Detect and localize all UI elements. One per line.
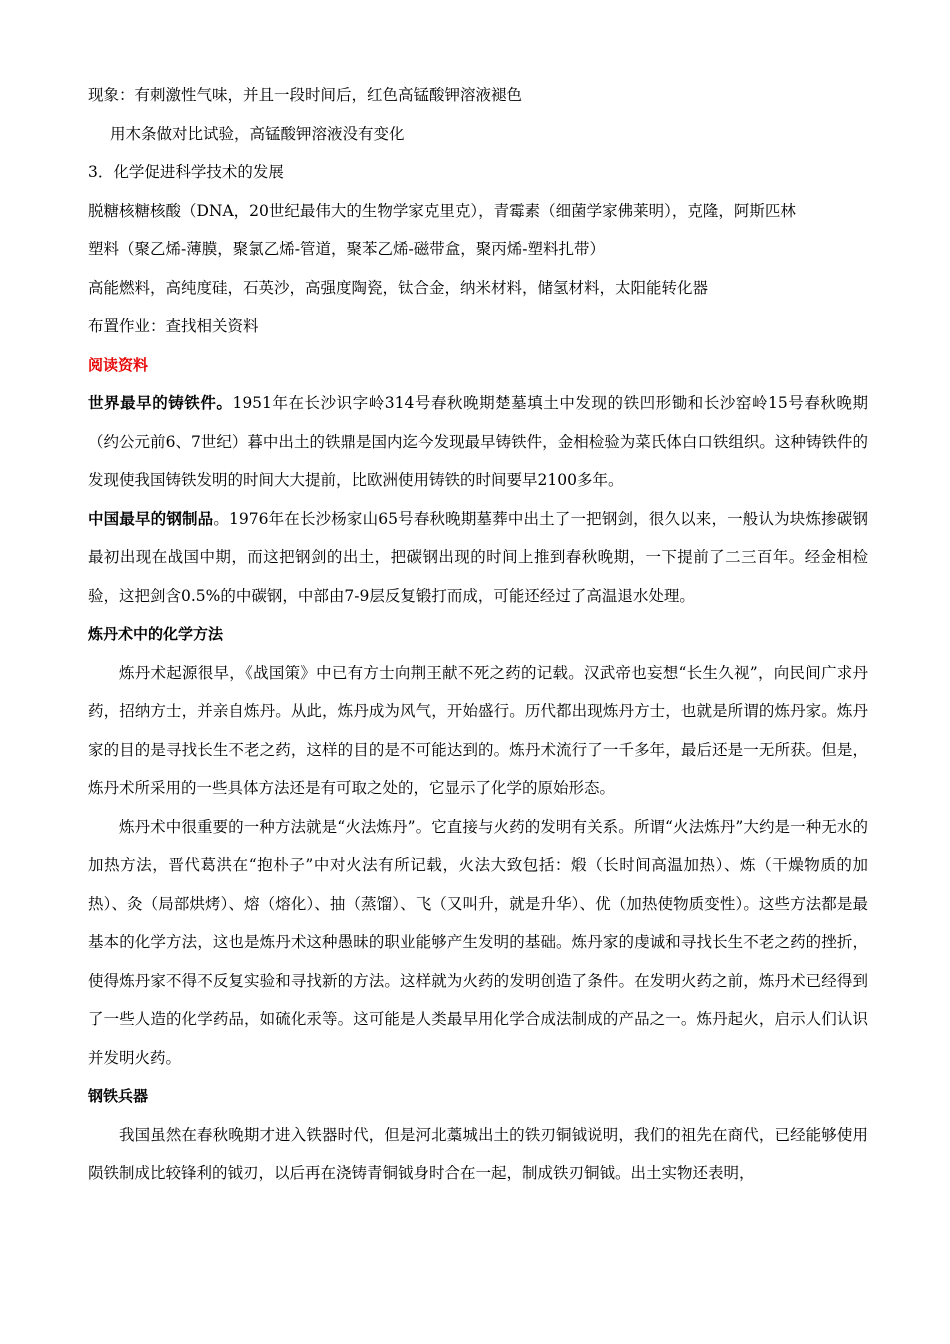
weapons-heading: 钢铁兵器 [88,1087,149,1105]
alchemy-paragraph-1: 炼丹术起源很早，《战国策》中已有方士向荆王献不死之药的记载。汉武帝也妄想“长生久视”，向民间广求丹药，招纳方士，并亲自炼丹。从此，炼丹成为风气，开始盛行。历代都出现炼丹方士，也就是所谓的炼丹家。炼丹家的目的是寻找长生不老之药，这样的目的是不可能达到的。炼丹术流行了一千多年，最后还是一无所获。但是，炼丹术所采用的一些具体方法还是有可取之处的，它显示了化学的原始形态。 [88,663,868,797]
document-page [88,76,868,1193]
phenomenon-line: 现象：有刺激性气味，并且一段时间后，红色高锰酸钾溶液褪色 [88,86,523,104]
dna-line: 脱糖核糖核酸（DNA，20世纪最伟大的生物学家克里克），青霉素（细菌学家佛莱明），克隆，阿斯匹林 [88,201,796,220]
reading-section-title: 阅读资料 [88,355,149,374]
steel-lead: 中国最早的钢制品 [88,509,214,528]
weapons-paragraph-1: 我国虽然在春秋晚期才进入铁器时代，但是河北藁城出土的铁刃铜钺说明，我们的祖先在商代，已经能够使用陨铁制成比较锋利的钺刃，以后再在浇铸青铜钺身时合在一起，制成铁刃铜钺。出土实物还表明， [88,1125,868,1182]
materials-line: 高能燃料，高纯度硅，石英沙，高强度陶瓷，钛合金，纳米材料，储氢材料，太阳能转化器 [88,278,709,297]
section-3-title: 3．化学促进科学技术的发展 [88,163,284,181]
cast-iron-lead: 世界最早的铸铁件。 [88,394,233,412]
cast-iron-body: 1951年在长沙识字岭314号春秋晚期楚墓填土中发现的铁凹形锄和长沙窑岭15号春秋晚期（约公元前6、7世纪）暮中出土的铁鼎是国内迄今发现最早铸铁件，金相检验为菜氏体白口铁组织。这种铸铁件的发现使我国铸铁发明的时间大大提前，比欧洲使用铸铁的时间要早2100多年。 [88,394,868,489]
steel-body: 。1976年在长沙杨家山65号春秋晚期墓葬中出土了一把钢剑，很久以来，一般认为块炼掺碳钢最初出现在战国中期，而这把钢剑的出土，把碳钢出现的时间上推到春秋晚期，一下提前了二三百年。经金相检验，这把剑含0.5%的中碳钢，中部由7-9层反复锻打而成，可能还经过了高温退水处理。 [88,509,868,605]
plastics-line: 塑料（聚乙烯-薄膜，聚氯乙烯-管道，聚苯乙烯-磁带盒，聚丙烯-塑料扎带） [88,240,605,258]
alchemy-paragraph-2: 炼丹术中很重要的一种方法就是“火法炼丹”。它直接与火药的发明有关系。所谓“火法炼丹”大约是一种无水的加热方法，晋代葛洪在“抱朴子”中对火法有所记载，火法大致包括：煅（长时间高温加热）、炼（干燥物质的加热）、灸（局部烘烤）、熔（熔化）、抽（蒸馏）、飞（又叫升，就是升华）、优（加热使物质变性）。这些方法都是最基本的化学方法，这也是炼丹术这种愚昧的职业能够产生发明的基础。炼丹家的虔诚和寻找长生不老之药的挫折，使得炼丹家不得不反复实验和寻找新的方法。这样就为火药的发明创造了条件。在发明火药之前，炼丹术已经得到了一些人造的化学药品，如硫化汞等。这可能是人类最早用化学合成法制成的产品之一。炼丹起火，启示人们认识并发明火药。 [88,817,868,1067]
homework-line: 布置作业：查找相关资料 [88,317,259,335]
control-experiment-line: 用木条做对比试验，高锰酸钾溶液没有变化 [110,124,405,143]
cast-iron-paragraph [88,384,868,500]
steel-paragraph [88,500,868,616]
alchemy-heading: 炼丹术中的化学方法 [88,625,224,643]
